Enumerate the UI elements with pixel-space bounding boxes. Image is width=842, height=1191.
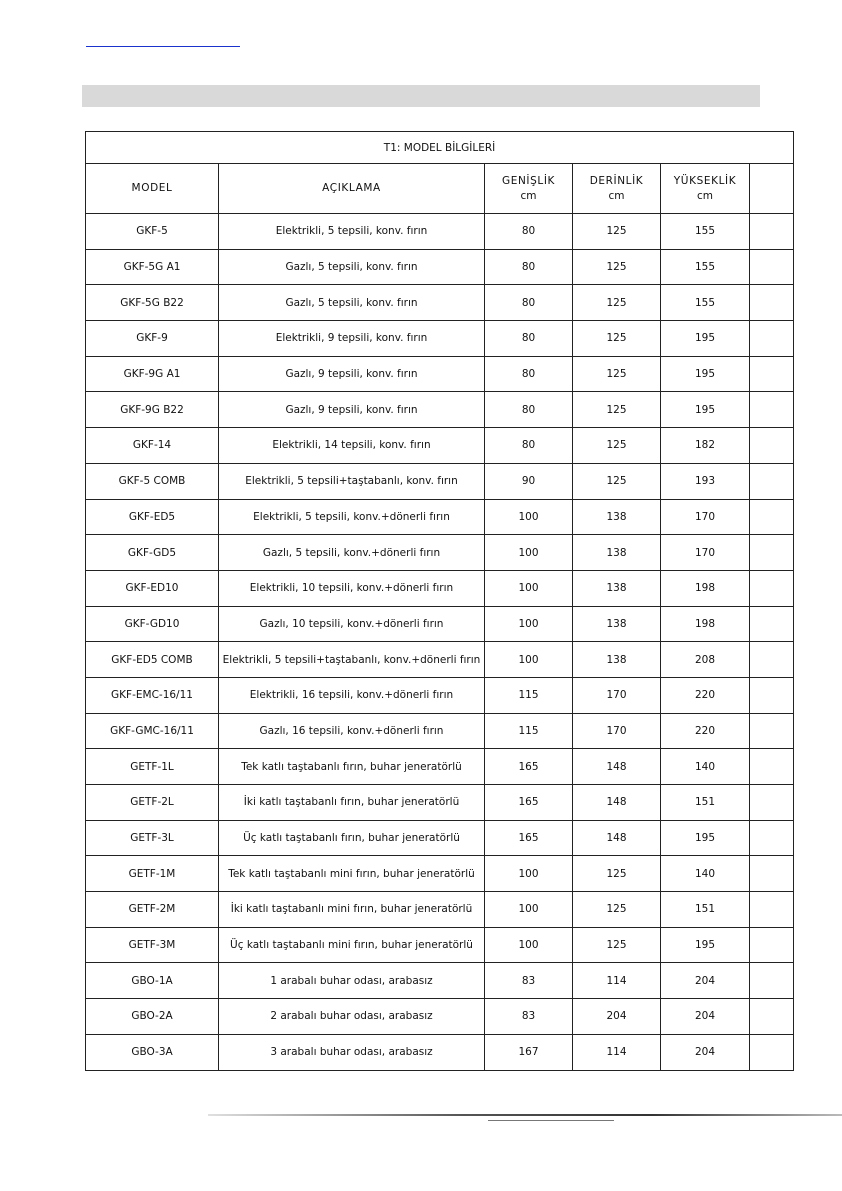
header-empty [750,164,794,214]
cell-width: 83 [485,963,573,999]
cell-description: Tek katlı taştabanlı mini fırın, buhar jeneratörlü [219,856,485,892]
cell-depth: 138 [573,642,661,678]
cell-height: 193 [661,463,750,499]
cell-height: 195 [661,356,750,392]
cell-empty [750,856,794,892]
table-row [86,677,794,713]
table-row [86,927,794,963]
table-row [86,963,794,999]
cell-depth: 125 [573,428,661,464]
table-row [86,713,794,749]
cell-width: 80 [485,356,573,392]
cell-width: 80 [485,285,573,321]
cell-description: Gazlı, 9 tepsili, konv. fırın [219,356,485,392]
cell-description: Elektrikli, 5 tepsili+taştabanlı, konv.+dönerli fırın [219,642,485,678]
header-height [661,164,750,214]
cell-height: 155 [661,249,750,285]
cell-model: GKF-ED5 COMB [86,642,219,678]
cell-empty [750,249,794,285]
cell-description: 2 arabalı buhar odası, arabasız [219,999,485,1035]
table-row [86,820,794,856]
table-row [86,214,794,250]
header-width-unit: cm [520,189,537,202]
cell-model: GKF-9G A1 [86,356,219,392]
cell-depth: 125 [573,892,661,928]
cell-description: Tek katlı taştabanlı fırın, buhar jeneratörlü [219,749,485,785]
table-row [86,785,794,821]
table-row [86,321,794,357]
cell-model: GKF-5G B22 [86,285,219,321]
cell-width: 165 [485,785,573,821]
cell-width: 80 [485,214,573,250]
cell-height: 204 [661,999,750,1035]
cell-empty [750,963,794,999]
cell-empty [750,642,794,678]
cell-depth: 138 [573,606,661,642]
table-row [86,285,794,321]
cell-width: 115 [485,677,573,713]
cell-depth: 125 [573,356,661,392]
cell-depth: 148 [573,785,661,821]
cell-width: 100 [485,642,573,678]
cell-depth: 125 [573,856,661,892]
cell-width: 80 [485,392,573,428]
footer-divider [208,1114,842,1116]
cell-depth: 138 [573,535,661,571]
cell-description: Elektrikli, 14 tepsili, konv. fırın [219,428,485,464]
cell-empty [750,570,794,606]
table-row [86,606,794,642]
cell-description: Elektrikli, 5 tepsili, konv. fırın [219,214,485,250]
table-row [86,499,794,535]
cell-empty [750,321,794,357]
cell-empty [750,892,794,928]
cell-model: GBO-3A [86,1034,219,1070]
cell-height: 170 [661,499,750,535]
table-row [86,356,794,392]
cell-height: 198 [661,606,750,642]
cell-height: 182 [661,428,750,464]
cell-width: 167 [485,1034,573,1070]
cell-depth: 125 [573,392,661,428]
cell-model: GETF-2L [86,785,219,821]
cell-model: GETF-1L [86,749,219,785]
cell-empty [750,535,794,571]
cell-model: GKF-9G B22 [86,392,219,428]
cell-description: Gazlı, 16 tepsili, konv.+dönerli fırın [219,713,485,749]
cell-model: GETF-2M [86,892,219,928]
cell-height: 155 [661,214,750,250]
cell-height: 204 [661,963,750,999]
table-header-row [86,164,794,214]
cell-description: Üç katlı taştabanlı mini fırın, buhar jeneratörlü [219,927,485,963]
cell-width: 165 [485,820,573,856]
cell-empty [750,999,794,1035]
cell-depth: 125 [573,321,661,357]
header-depth-unit: cm [608,189,625,202]
cell-height: 198 [661,570,750,606]
cell-empty [750,713,794,749]
cell-width: 90 [485,463,573,499]
table-row [86,570,794,606]
cell-model: GKF-GD10 [86,606,219,642]
cell-width: 165 [485,749,573,785]
cell-depth: 125 [573,927,661,963]
table-row [86,428,794,464]
table-row [86,749,794,785]
cell-model: GBO-2A [86,999,219,1035]
header-depth-label: DERİNLİK [589,174,644,187]
table-row [86,1034,794,1070]
cell-model: GETF-3L [86,820,219,856]
table-row [86,999,794,1035]
cell-model: GKF-EMC-16/11 [86,677,219,713]
cell-depth: 170 [573,713,661,749]
header-width-label: GENİŞLİK [501,174,556,187]
cell-depth: 125 [573,249,661,285]
cell-height: 140 [661,749,750,785]
cell-model: GKF-GMC-16/11 [86,713,219,749]
cell-height: 170 [661,535,750,571]
cell-width: 80 [485,428,573,464]
cell-depth: 114 [573,963,661,999]
cell-description: Elektrikli, 5 tepsili+taştabanlı, konv. fırın [219,463,485,499]
cell-description: Üç katlı taştabanlı fırın, buhar jeneratörlü [219,820,485,856]
header-height-unit: cm [696,189,713,202]
cell-empty [750,499,794,535]
table-row [86,892,794,928]
cell-empty [750,1034,794,1070]
cell-description: Gazlı, 9 tepsili, konv. fırın [219,392,485,428]
cell-model: GKF-5G A1 [86,249,219,285]
cell-description: Gazlı, 5 tepsili, konv.+dönerli fırın [219,535,485,571]
header-link-underline[interactable] [86,46,240,47]
cell-model: GETF-3M [86,927,219,963]
cell-depth: 125 [573,463,661,499]
cell-description: Elektrikli, 5 tepsili, konv.+dönerli fırın [219,499,485,535]
cell-width: 100 [485,856,573,892]
cell-width: 83 [485,999,573,1035]
cell-depth: 138 [573,570,661,606]
cell-description: Elektrikli, 16 tepsili, konv.+dönerli fırın [219,677,485,713]
cell-width: 100 [485,499,573,535]
cell-empty [750,463,794,499]
cell-description: Gazlı, 10 tepsili, konv.+dönerli fırın [219,606,485,642]
cell-empty [750,285,794,321]
cell-model: GKF-ED5 [86,499,219,535]
cell-height: 151 [661,892,750,928]
cell-model: GKF-ED10 [86,570,219,606]
cell-empty [750,428,794,464]
cell-width: 100 [485,892,573,928]
cell-description: İki katlı taştabanlı fırın, buhar jeneratörlü [219,785,485,821]
cell-empty [750,356,794,392]
cell-height: 155 [661,285,750,321]
footer-divider-short [488,1120,614,1121]
cell-width: 100 [485,606,573,642]
cell-description: Elektrikli, 9 tepsili, konv. fırın [219,321,485,357]
cell-width: 100 [485,927,573,963]
cell-model: GKF-5 COMB [86,463,219,499]
cell-width: 80 [485,249,573,285]
header-gray-bar [82,85,760,107]
cell-width: 100 [485,535,573,571]
cell-model: GKF-5 [86,214,219,250]
cell-description: Gazlı, 5 tepsili, konv. fırın [219,249,485,285]
cell-empty [750,392,794,428]
cell-empty [750,820,794,856]
cell-height: 195 [661,927,750,963]
table-row [86,642,794,678]
cell-model: GKF-14 [86,428,219,464]
header-description: AÇIKLAMA [219,164,485,214]
table-title-row [86,132,794,164]
cell-description: Gazlı, 5 tepsili, konv. fırın [219,285,485,321]
cell-width: 115 [485,713,573,749]
model-info-table [85,131,794,1071]
header-depth [573,164,661,214]
table-row [86,249,794,285]
cell-depth: 148 [573,749,661,785]
table-row [86,463,794,499]
cell-height: 220 [661,713,750,749]
cell-height: 140 [661,856,750,892]
cell-depth: 114 [573,1034,661,1070]
cell-description: 1 arabalı buhar odası, arabasız [219,963,485,999]
cell-empty [750,785,794,821]
cell-description: Elektrikli, 10 tepsili, konv.+dönerli fırın [219,570,485,606]
cell-height: 195 [661,820,750,856]
cell-description: İki katlı taştabanlı mini fırın, buhar jeneratörlü [219,892,485,928]
cell-empty [750,927,794,963]
cell-height: 195 [661,392,750,428]
cell-depth: 138 [573,499,661,535]
cell-empty [750,749,794,785]
cell-height: 208 [661,642,750,678]
cell-empty [750,677,794,713]
cell-model: GETF-1M [86,856,219,892]
table-row [86,535,794,571]
cell-empty [750,606,794,642]
cell-height: 204 [661,1034,750,1070]
cell-depth: 125 [573,214,661,250]
header-width [485,164,573,214]
cell-empty [750,214,794,250]
cell-height: 195 [661,321,750,357]
cell-depth: 170 [573,677,661,713]
cell-model: GKF-GD5 [86,535,219,571]
cell-depth: 204 [573,999,661,1035]
cell-model: GBO-1A [86,963,219,999]
cell-width: 80 [485,321,573,357]
table-row [86,392,794,428]
table-title: T1: MODEL BİLGİLERİ [86,132,794,164]
cell-description: 3 arabalı buhar odası, arabasız [219,1034,485,1070]
cell-depth: 148 [573,820,661,856]
table-row [86,856,794,892]
header-height-label: YÜKSEKLİK [673,174,737,187]
cell-height: 220 [661,677,750,713]
cell-depth: 125 [573,285,661,321]
header-model: MODEL [86,164,219,214]
cell-model: GKF-9 [86,321,219,357]
cell-width: 100 [485,570,573,606]
cell-height: 151 [661,785,750,821]
